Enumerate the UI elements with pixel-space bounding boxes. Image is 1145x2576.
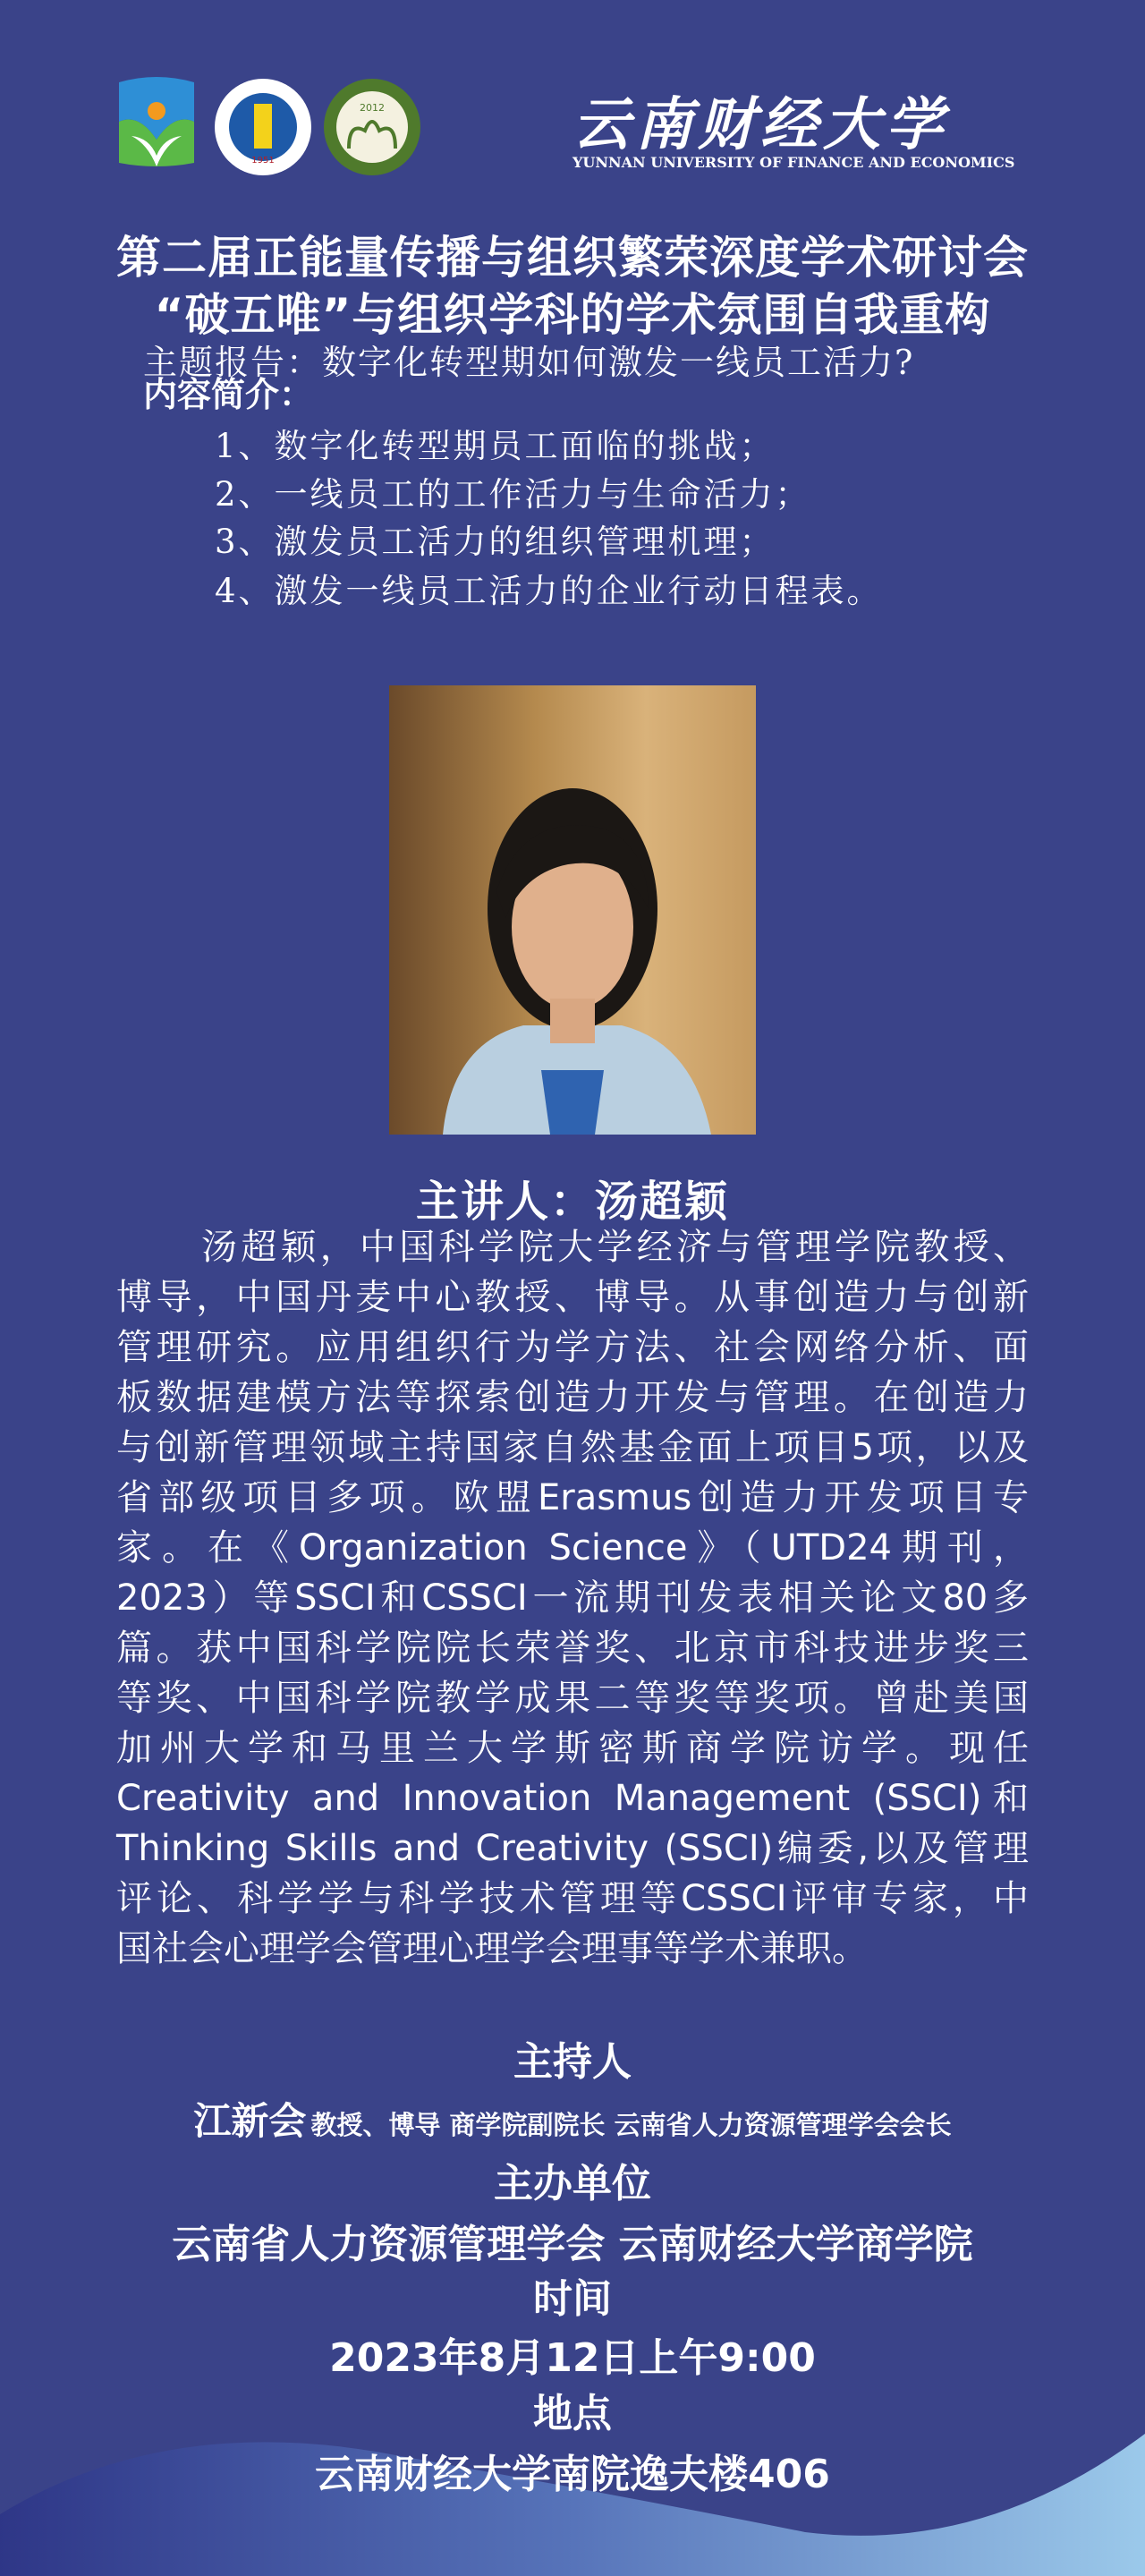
organizer-label: 主办单位 <box>494 2161 651 2206</box>
host-titles: 教授、博导 商学院副院长 云南省人力资源管理学会会长 <box>310 2110 952 2140</box>
time-label: 时间 <box>533 2276 612 2322</box>
intro-item: 3、激发员工活力的组织管理机理； <box>215 523 776 561</box>
bio-line: 板数据建模方法等探索创造力开发与管理。在创造力 <box>116 1377 1029 1418</box>
bio-line: 篇。获中国科学院院长荣誉奖、北京市科技进步奖三 <box>116 1628 1029 1669</box>
bio-line: 汤超颖，中国科学院大学经济与管理学院教授、 <box>201 1227 1029 1268</box>
event-time: 2023年8月12日上午9:00 <box>329 2335 816 2381</box>
speaker-bio <box>116 1222 1029 1974</box>
intro-label: 内容简介： <box>143 375 314 414</box>
yufe-seal-logo <box>213 77 313 170</box>
speaker-heading: 主讲人：汤超颖 <box>415 1177 729 1227</box>
intro-item: 4、激发一线员工活力的企业行动日程表。 <box>215 572 883 610</box>
bio-line: 家。在《Organization Science》（UTD24期刊， <box>116 1527 1029 1569</box>
bio-line: 管理研究。应用组织行为学方法、社会网络分析、面 <box>116 1327 1029 1368</box>
university-name-calligraphy: 云南财经大学 <box>572 91 948 158</box>
host-line <box>0 2092 1145 2146</box>
topic: 主题报告：数字化转型期如何激发一线员工活力? <box>143 343 915 382</box>
bio-line: 省部级项目多项。欧盟Erasmus创造力开发项目专 <box>116 1477 1029 1518</box>
location-label: 地点 <box>533 2391 612 2436</box>
event-location: 云南财经大学南院逸夫楼406 <box>315 2452 830 2497</box>
social-psychology-association-logo <box>322 77 422 170</box>
host-label: 主持人 <box>513 2039 632 2085</box>
bio-line: 国社会心理学会管理心理学会理事等学术兼职。 <box>116 1928 868 1969</box>
bio-line: 评论、科学学与科学技术管理等CSSCI评审专家，中 <box>116 1878 1029 1919</box>
host-name: 江新会 <box>193 2099 307 2143</box>
bio-line: 等奖、中国科学院教学成果二等奖等奖项。曾赴美国 <box>116 1678 1029 1719</box>
event-title-line2: “破五唯”与组织学科的学术氛围自我重构 <box>154 289 991 341</box>
svg-text:1951: 1951 <box>251 156 275 166</box>
speaker-photo <box>389 685 756 1135</box>
bio-line: 加州大学和马里兰大学斯密斯商学院访学。现任 <box>116 1728 1029 1769</box>
intro-item: 2、一线员工的工作活力与生命活力； <box>215 475 811 514</box>
bio-line: 2023）等SSCI和CSSCI一流期刊发表相关论文80多 <box>116 1577 1029 1619</box>
bio-line: 博导，中国丹麦中心教授、博导。从事创造力与创新 <box>116 1277 1029 1318</box>
bio-line: Thinking Skills and Creativity (SSCI)编委,以及管理 <box>116 1828 1029 1869</box>
bio-line: Creativity and Innovation Management (SSCI)和 <box>116 1778 1029 1819</box>
association-logo <box>112 77 201 170</box>
university-name-en: YUNNAN UNIVERSITY OF FINANCE AND ECONOMICS <box>572 154 1015 171</box>
intro-item: 1、数字化转型期员工面临的挑战； <box>215 427 776 465</box>
event-title-line1: 第二届正能量传播与组织繁荣深度学术研讨会 <box>116 232 1029 284</box>
bio-line: 与创新管理领域主持国家自然基金面上项目5项，以及 <box>116 1427 1029 1468</box>
svg-text:2012: 2012 <box>360 102 385 114</box>
organizer: 云南省人力资源管理学会 云南财经大学商学院 <box>172 2222 973 2267</box>
